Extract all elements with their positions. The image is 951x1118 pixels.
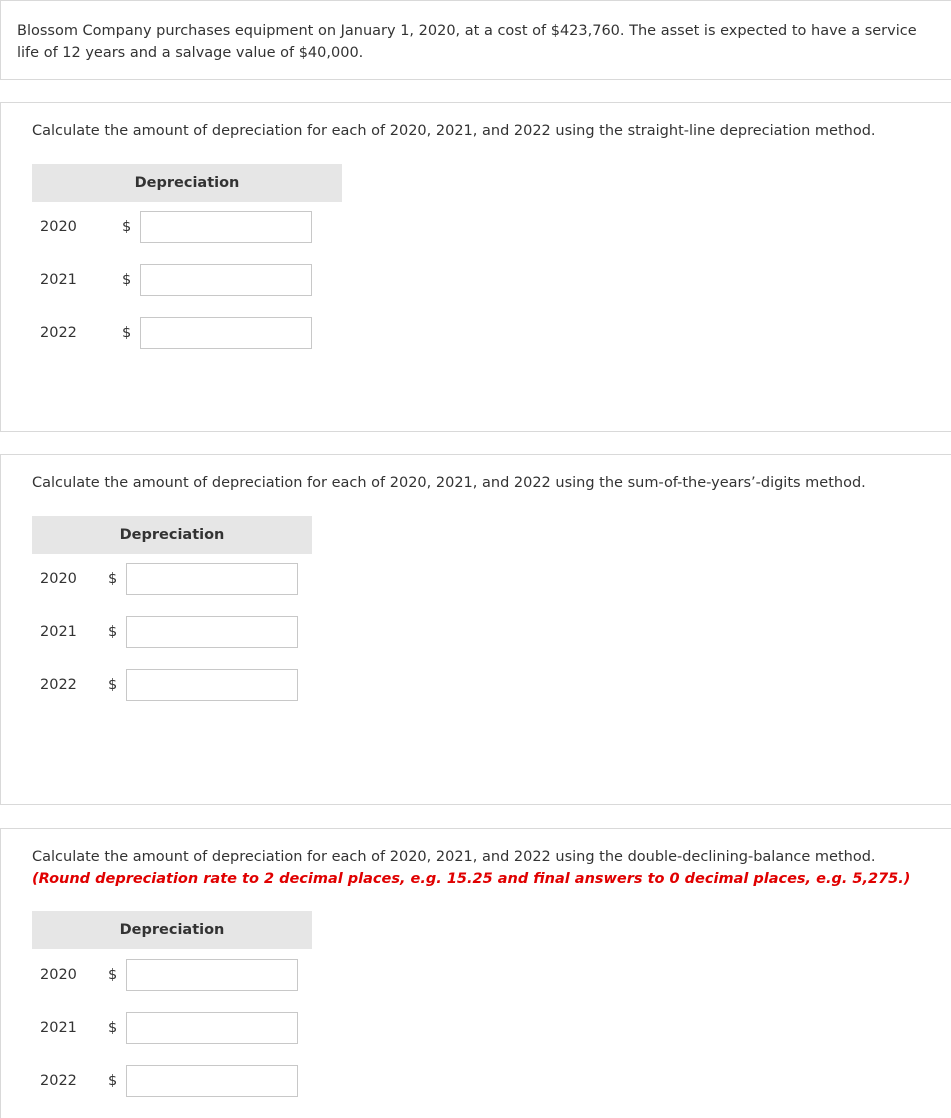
question-prompt <box>32 846 912 890</box>
dollar-sign: $ <box>108 624 118 640</box>
depreciation-input-2021[interactable] <box>126 1012 298 1044</box>
answer-row-2022 <box>1 669 951 703</box>
depreciation-input-2022[interactable] <box>126 669 298 701</box>
depreciation-input-2020[interactable] <box>126 563 298 595</box>
problem-statement-text: Blossom Company purchases equipment on January 1, 2020, at a cost of $423,760. The asset is expected to have a service life of 12 years and a salvage value of $40,000. <box>17 23 917 61</box>
dollar-sign: $ <box>108 1020 118 1036</box>
rounding-instructions: (Round depreciation rate to 2 decimal places, e.g. 15.25 and final answers to 0 decimal places, e.g. 5,275.) <box>32 871 911 887</box>
answer-row-2020 <box>1 211 951 245</box>
dollar-sign: $ <box>122 272 132 288</box>
year-label: 2020 <box>40 571 77 587</box>
answer-row-2022 <box>1 1065 951 1099</box>
depreciation-input-2022[interactable] <box>140 317 312 349</box>
question-prompt: Calculate the amount of depreciation for each of 2020, 2021, and 2022 using the sum-of-the-years’-digits method. <box>32 475 866 491</box>
answer-row-2022 <box>1 317 951 351</box>
depreciation-input-2022[interactable] <box>126 1065 298 1097</box>
sum-of-years-digits-question <box>0 454 951 805</box>
answer-row-2021 <box>1 616 951 650</box>
dollar-sign: $ <box>122 219 132 235</box>
year-label: 2020 <box>40 219 77 235</box>
question-prompt-text: Calculate the amount of depreciation for each of 2020, 2021, and 2022 using the double-declining-balance method. <box>32 849 876 865</box>
double-declining-balance-question <box>0 828 951 1118</box>
dollar-sign: $ <box>108 967 118 983</box>
depreciation-column-header: Depreciation <box>32 164 342 202</box>
depreciation-column-header: Depreciation <box>32 911 312 949</box>
year-label: 2022 <box>40 677 77 693</box>
year-label: 2021 <box>40 624 77 640</box>
dollar-sign: $ <box>122 325 132 341</box>
year-label: 2021 <box>40 272 77 288</box>
year-label: 2021 <box>40 1020 77 1036</box>
answer-row-2021 <box>1 1012 951 1046</box>
depreciation-input-2020[interactable] <box>140 211 312 243</box>
answer-row-2021 <box>1 264 951 298</box>
depreciation-input-2021[interactable] <box>140 264 312 296</box>
year-label: 2022 <box>40 325 77 341</box>
depreciation-input-2020[interactable] <box>126 959 298 991</box>
dollar-sign: $ <box>108 571 118 587</box>
problem-statement-card <box>0 0 951 80</box>
year-label: 2020 <box>40 967 77 983</box>
answer-row-2020 <box>1 959 951 993</box>
depreciation-column-header: Depreciation <box>32 516 312 554</box>
answer-row-2020 <box>1 563 951 597</box>
year-label: 2022 <box>40 1073 77 1089</box>
depreciation-input-2021[interactable] <box>126 616 298 648</box>
dollar-sign: $ <box>108 677 118 693</box>
question-prompt: Calculate the amount of depreciation for each of 2020, 2021, and 2022 using the straight-line depreciation method. <box>32 123 876 139</box>
straight-line-question <box>0 102 951 432</box>
dollar-sign: $ <box>108 1073 118 1089</box>
